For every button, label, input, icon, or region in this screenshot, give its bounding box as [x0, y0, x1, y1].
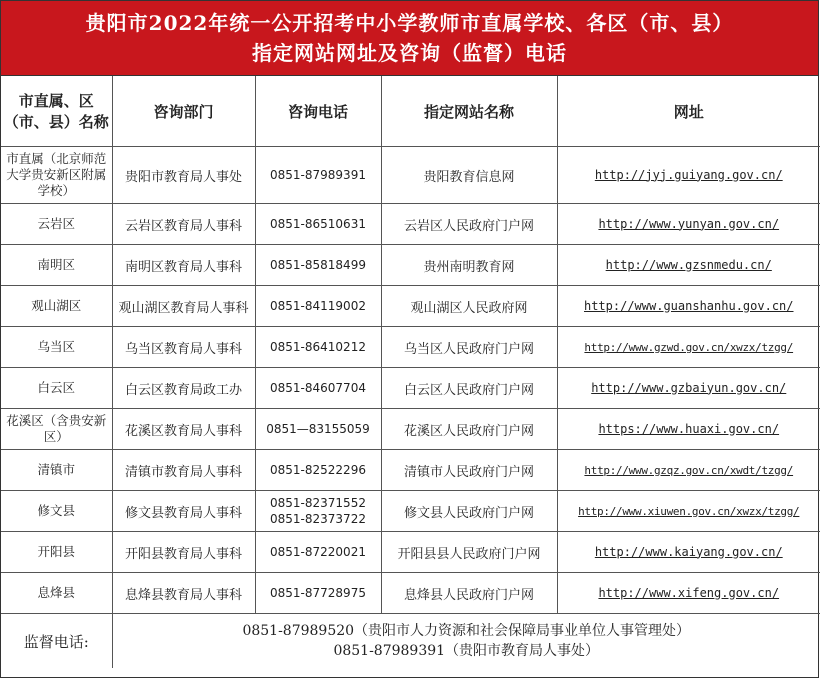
table-row: [1, 368, 820, 409]
header-dept: 咨询部门: [112, 76, 255, 147]
site-cell: 云岩区人民政府门户网: [381, 204, 557, 245]
phone-cell: 0851-87989391: [255, 147, 381, 204]
region-cell: 白云区: [1, 368, 112, 409]
phone-cell: 0851-87728975: [255, 573, 381, 614]
region-cell: 乌当区: [1, 327, 112, 368]
header-url: 网址: [557, 76, 820, 147]
dept-cell: 花溪区教育局人事科: [112, 409, 255, 450]
supervise-phones: [112, 614, 820, 669]
url-cell: [557, 368, 820, 409]
url-cell: [557, 204, 820, 245]
dept-cell: 修文县教育局人事科: [112, 491, 255, 532]
url-link[interactable]: http://www.guanshanhu.gov.cn/: [583, 298, 794, 313]
region-cell: 南明区: [1, 245, 112, 286]
supervise-line-2: 0851-87989391（贵阳市教育局人事处）: [333, 643, 600, 659]
dept-cell: 观山湖区教育局人事科: [112, 286, 255, 327]
url-link[interactable]: http://www.gzbaiyun.gov.cn/: [591, 380, 787, 395]
url-cell: [557, 532, 820, 573]
region-cell: 清镇市: [1, 450, 112, 491]
site-cell: 清镇市人民政府门户网: [381, 450, 557, 491]
table-row: [1, 491, 820, 532]
header-phone: 咨询电话: [255, 76, 381, 147]
url-link[interactable]: http://www.gzsnmedu.cn/: [605, 257, 772, 272]
url-link[interactable]: http://www.gzwd.gov.cn/xwzx/tzgg/: [584, 340, 794, 354]
phone-cell: 0851-84119002: [255, 286, 381, 327]
title-banner: [1, 1, 818, 76]
site-cell: 贵州南明教育网: [381, 245, 557, 286]
supervise-label: 监督电话:: [1, 614, 112, 669]
table-row: [1, 409, 820, 450]
site-cell: 息烽县人民政府门户网: [381, 573, 557, 614]
url-cell: [557, 327, 820, 368]
url-link[interactable]: http://www.yunyan.gov.cn/: [598, 216, 780, 231]
url-link[interactable]: http://www.xifeng.gov.cn/: [598, 585, 780, 600]
dept-cell: 乌当区教育局人事科: [112, 327, 255, 368]
title-line-2: 指定网站网址及咨询（监督）电话: [252, 41, 567, 65]
site-cell: 修文县人民政府门户网: [381, 491, 557, 532]
region-cell: 修文县: [1, 491, 112, 532]
title-line-1: 贵阳市2022年统一公开招考中小学教师市直属学校、各区（市、县）: [85, 11, 734, 35]
header-region: 市直属、区（市、县）名称: [1, 76, 112, 147]
site-cell: 花溪区人民政府门户网: [381, 409, 557, 450]
phone-cell: 0851-85818499: [255, 245, 381, 286]
region-cell: 开阳县: [1, 532, 112, 573]
url-link[interactable]: http://www.gzqz.gov.cn/xwdt/tzgg/: [584, 463, 794, 477]
phone-number-2: 0851-82373722: [270, 512, 366, 526]
url-cell: [557, 491, 820, 532]
table-row: [1, 286, 820, 327]
url-cell: [557, 245, 820, 286]
region-cell: 云岩区: [1, 204, 112, 245]
region-cell: 观山湖区: [1, 286, 112, 327]
region-cell: 息烽县: [1, 573, 112, 614]
phone-number-1: 0851-82371552: [270, 496, 366, 510]
table-row: [1, 327, 820, 368]
supervise-line-1: 0851-87989520（贵阳市人力资源和社会保障局事业单位人事管理处）: [242, 623, 691, 639]
dept-cell: 息烽县教育局人事科: [112, 573, 255, 614]
phone-cell: 0851-82522296: [255, 450, 381, 491]
url-link[interactable]: http://www.kaiyang.gov.cn/: [594, 544, 783, 559]
dept-cell: 清镇市教育局人事科: [112, 450, 255, 491]
dept-cell: 开阳县教育局人事科: [112, 532, 255, 573]
url-cell: [557, 286, 820, 327]
site-cell: 白云区人民政府门户网: [381, 368, 557, 409]
dept-cell: 白云区教育局政工办: [112, 368, 255, 409]
phone-cell: 0851-87220021: [255, 532, 381, 573]
header-site: 指定网站名称: [381, 76, 557, 147]
table-header-row: [1, 76, 820, 147]
phone-cell: 0851-86410212: [255, 327, 381, 368]
site-cell: 乌当区人民政府门户网: [381, 327, 557, 368]
phone-cell: 0851—83155059: [255, 409, 381, 450]
site-cell: 开阳县县人民政府门户网: [381, 532, 557, 573]
table-row: [1, 573, 820, 614]
table-row: [1, 532, 820, 573]
region-cell: 市直属（北京师范大学贵安新区附属学校）: [1, 147, 112, 204]
table-row: [1, 147, 820, 204]
contact-table: [1, 76, 820, 668]
url-link[interactable]: https://www.huaxi.gov.cn/: [598, 421, 780, 436]
dept-cell: 云岩区教育局人事科: [112, 204, 255, 245]
dept-cell: 南明区教育局人事科: [112, 245, 255, 286]
table-row: [1, 204, 820, 245]
phone-cell: 0851-86510631: [255, 204, 381, 245]
site-cell: 贵阳教育信息网: [381, 147, 557, 204]
table-row: [1, 450, 820, 491]
region-cell: 花溪区（含贵安新区）: [1, 409, 112, 450]
dept-cell: 贵阳市教育局人事处: [112, 147, 255, 204]
supervise-row: [1, 614, 820, 669]
url-link[interactable]: http://jyj.guiyang.gov.cn/: [594, 167, 783, 182]
url-link[interactable]: http://www.xiuwen.gov.cn/xwzx/tzgg/: [578, 504, 800, 518]
phone-cell: 0851-84607704: [255, 368, 381, 409]
url-cell: [557, 450, 820, 491]
url-cell: [557, 147, 820, 204]
url-cell: [557, 409, 820, 450]
site-cell: 观山湖区人民政府网: [381, 286, 557, 327]
url-cell: [557, 573, 820, 614]
phone-cell: [255, 491, 381, 532]
table-row: [1, 245, 820, 286]
